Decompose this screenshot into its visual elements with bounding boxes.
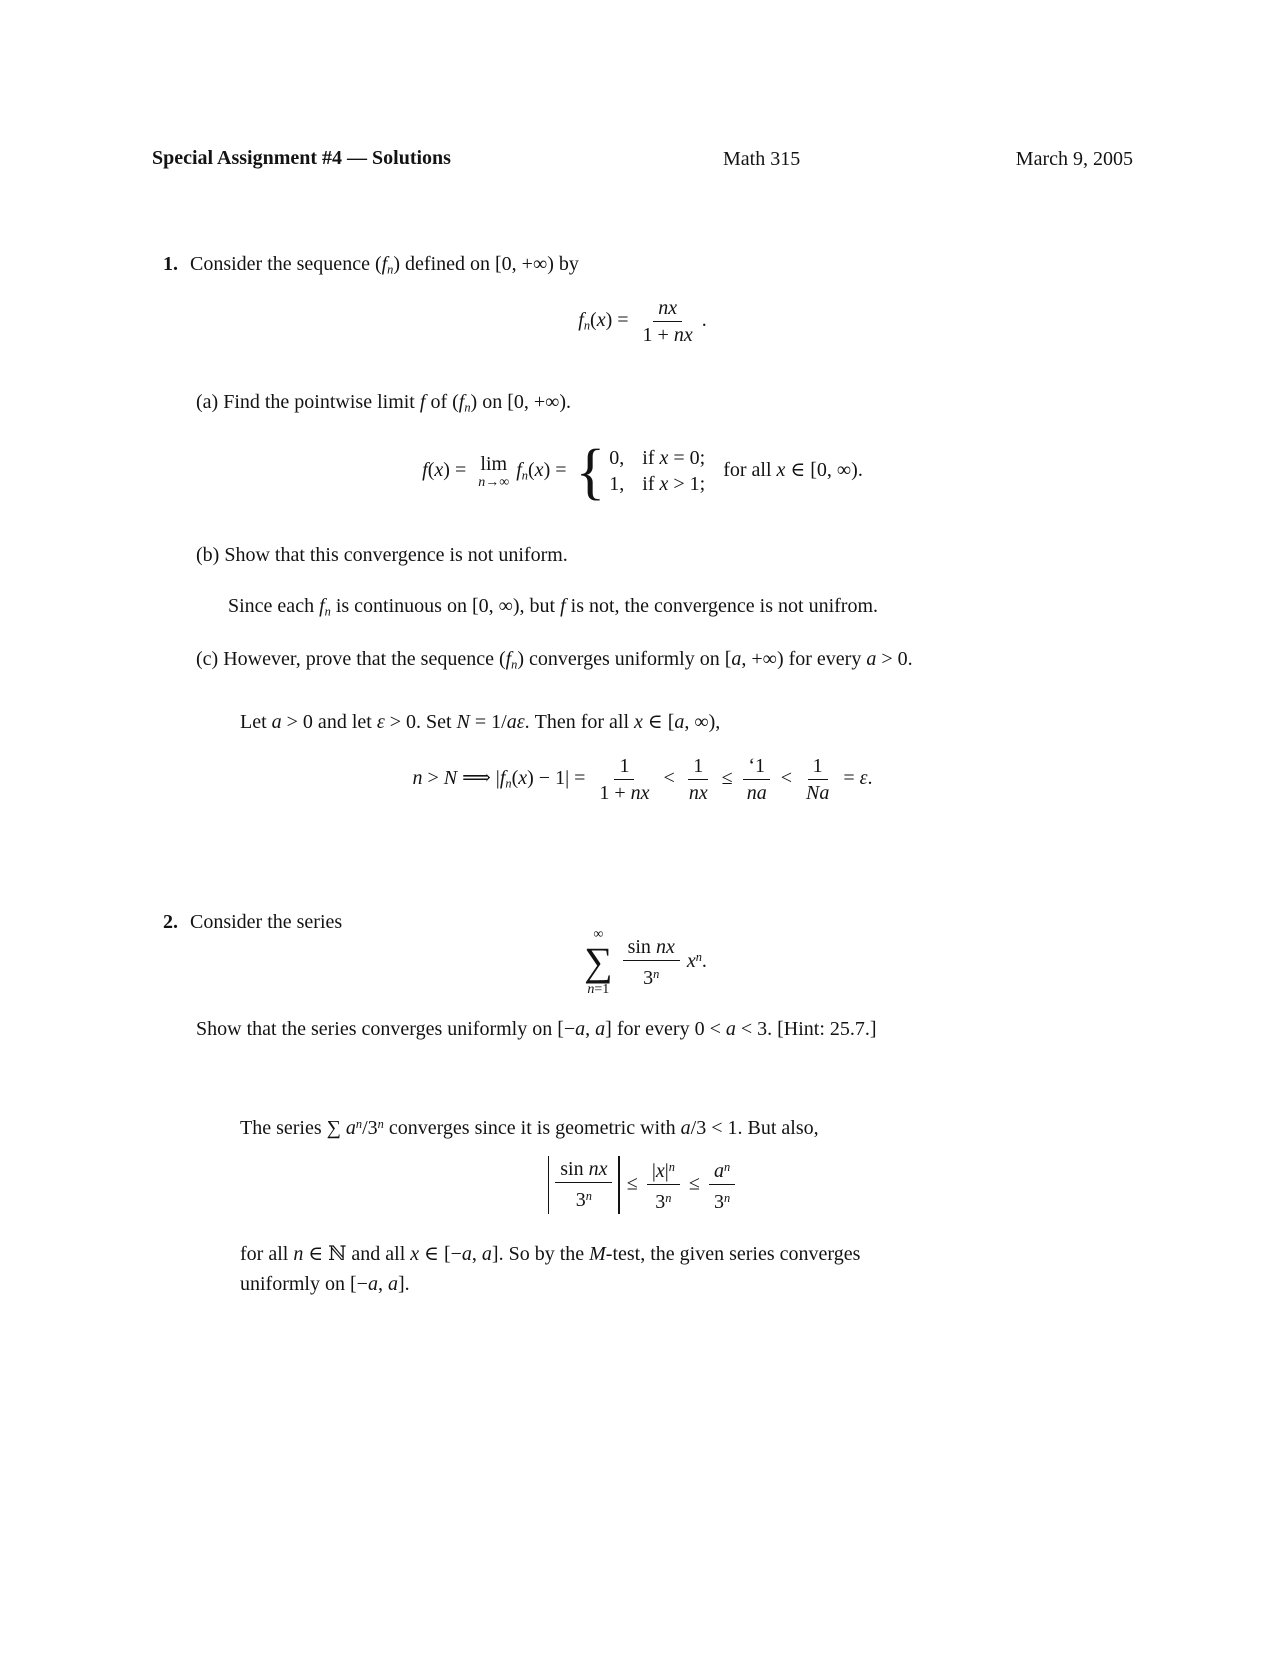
lim-operator — [478, 454, 509, 490]
fn-definition-lhs: fn(x) = — [578, 309, 634, 333]
case-1-value: 0, — [609, 447, 625, 469]
mtest-fraction-2 — [647, 1155, 680, 1214]
problem-1-label: 1. — [163, 253, 178, 275]
fraction-numerator: $a^n$ — [709, 1155, 735, 1185]
fraction-numerator: ‘1 — [743, 754, 770, 780]
sum-operator — [584, 928, 613, 997]
geometric-series-line: The series ∑ $a^n/3^n$ converges since it is geometric with a/3 < 1. But also, — [240, 1117, 819, 1140]
fn-definition-period: . — [701, 309, 707, 332]
fraction-numerator: sin nx — [623, 935, 680, 961]
sum-symbol: ∑ — [584, 939, 613, 984]
problem-1-intro-line — [163, 252, 579, 282]
problem-2-show-line: Show that the series converges uniformly on [−a, a] for every 0 < a < 3. [Hint: 25.7.] — [196, 1018, 877, 1040]
mtest-fraction-1 — [555, 1157, 612, 1212]
bound-compare-3: < — [775, 767, 797, 790]
mtest-fraction-3 — [709, 1155, 735, 1214]
cases-construct — [575, 437, 706, 506]
bound-compare-1: < — [658, 767, 680, 790]
fraction-denominator: na — [746, 782, 767, 804]
case-2-value: 1, — [609, 473, 625, 495]
cases-rows — [609, 446, 705, 497]
part-b-answer: Since each fn is continuous on [0, ∞), but f is not, the convergence is not unifrom. — [228, 595, 878, 619]
bound-fraction-4 — [801, 754, 834, 805]
fraction-numerator: 1 — [808, 754, 828, 780]
fraction-numerator: 1 — [614, 754, 634, 780]
mtest-compare-2: ≤ — [683, 1172, 705, 1195]
series-xn-term: $x^n$. — [686, 949, 707, 973]
fn-definition-fraction — [638, 296, 698, 347]
fn-definition-display — [152, 296, 1133, 347]
fraction-denominator: 3$^n$ — [575, 1189, 592, 1212]
conclusion-line-2: uniformly on [−a, a]. — [240, 1273, 410, 1295]
conclusion-line-1: for all n ∈ ℕ and all x ∈ [−a, a]. So by the M-test, the given series converges — [240, 1243, 861, 1265]
limit-lhs: f(x) = — [422, 459, 472, 482]
part-b-prompt: (b) Show that this convergence is not uniform. — [196, 544, 568, 566]
fraction-numerator: nx — [653, 296, 682, 322]
part-a-prompt: (a) Find the pointwise limit f of (fn) on [0, +∞). — [196, 391, 572, 415]
fraction-denominator: 1 + nx — [599, 782, 650, 804]
fraction-denominator: 1 + nx — [642, 324, 693, 346]
fraction-numerator: 1 — [688, 754, 708, 780]
fraction-denominator: 3$^n$ — [643, 966, 660, 990]
bound-epsilon-tail: = ε. — [838, 767, 873, 790]
bound-lhs: n > N ⟹ |fn(x) − 1| = — [412, 767, 591, 791]
assignment-title: Special Assignment #4 — Solutions — [152, 147, 451, 169]
sum-upper-limit: ∞ — [593, 927, 604, 942]
course-name: Math 315 — [723, 148, 801, 170]
limit-mid: fn(x) = — [516, 459, 572, 483]
bound-compare-2: ≤ — [716, 767, 738, 790]
uniform-bound-display — [152, 754, 1133, 805]
fraction-denominator: Na — [805, 782, 830, 804]
case-2-condition: if x > 1; — [642, 473, 706, 495]
fraction-numerator: $|x|^n$ — [647, 1155, 680, 1185]
bound-fraction-3 — [742, 754, 772, 805]
mtest-compare-1: ≤ — [621, 1172, 643, 1195]
series-display — [152, 928, 1133, 997]
part-c-prompt: (c) However, prove that the sequence (fn) converges uniformly on [a, +∞) for every a > 0. — [196, 648, 913, 672]
limit-forall-tail: for all x ∈ [0, ∞). — [723, 459, 863, 482]
lim-subscript: n→∞ — [478, 474, 510, 490]
pointwise-limit-display — [152, 437, 1133, 506]
header-date: March 9, 2005 — [1015, 148, 1133, 170]
fraction-denominator: nx — [688, 782, 708, 804]
series-fraction — [623, 935, 680, 990]
problem-2-label: 2. — [163, 911, 178, 933]
abs-bar-left — [548, 1156, 549, 1214]
case-1-condition: if x = 0; — [642, 447, 706, 469]
fraction-numerator: sin nx — [555, 1157, 612, 1183]
bound-fraction-1 — [594, 754, 654, 805]
mtest-bound-display — [152, 1155, 1133, 1214]
cases-brace: { — [575, 437, 606, 506]
problem-2-intro: Consider the series — [190, 911, 343, 933]
lim-word: lim — [480, 452, 508, 475]
bound-fraction-2 — [684, 754, 713, 805]
part-c-setup: Let a > 0 and let ε > 0. Set N = 1/aε. Then for all x ∈ [a, ∞), — [240, 711, 721, 733]
fraction-denominator: 3$^n$ — [655, 1191, 672, 1214]
abs-bar-right — [618, 1156, 619, 1214]
problem-1-intro: Consider the sequence (fn) defined on [0, +∞) by — [190, 253, 579, 277]
fraction-denominator: 3$^n$ — [713, 1191, 731, 1214]
sum-lower-limit: n=1 — [587, 982, 610, 997]
